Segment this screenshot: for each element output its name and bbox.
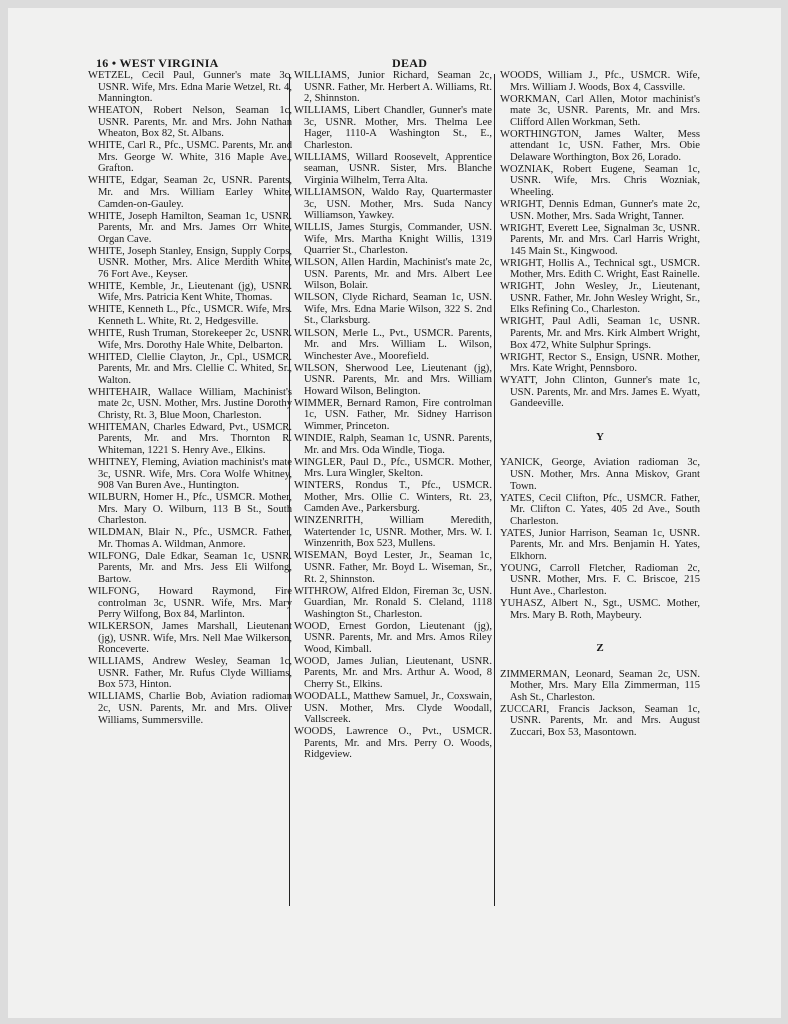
column-2 — [294, 70, 492, 761]
list-item: WIMMER, Bernard Ramon, Fire controlman 1c, USN. Father, Mr. Sidney Harrison Wimmer, Princeton. — [294, 397, 492, 432]
list-item: WILLIS, James Sturgis, Commander, USN. Wife, Mrs. Martha Knight Willis, 1319 Quarrier St., Charleston. — [294, 222, 492, 257]
list-item: WRIGHT, Hollis A., Technical sgt., USMCR. Mother, Mrs. Edith C. Wright, East Rainelle. — [500, 257, 700, 281]
list-item: WINZENRITH, William Meredith, Watertender 1c, USNR. Mother, Mrs. W. I. Winzenrith, Box 523, Mullens. — [294, 515, 492, 550]
list-item: WILLIAMSON, Waldo Ray, Quartermaster 3c, USN. Mother, Mrs. Suda Nancy Williamson, Yawkey. — [294, 186, 492, 222]
list-item: WHITE, Kemble, Jr., Lieutenant (jg), USNR. Wife, Mrs. Patricia Kent White, Thomas. — [88, 280, 292, 304]
column-1 — [88, 70, 292, 727]
list-item: WYATT, John Clinton, Gunner's mate 1c, USN. Parents, Mr. and Mrs. James E. Wyatt, Gandeeville. — [500, 375, 700, 410]
list-item: ZIMMERMAN, Leonard, Seaman 2c, USN. Mother, Mrs. Mary Ella Zimmerman, 115 Ash St., Charleston. — [500, 668, 700, 703]
list-item: WILFONG, Howard Raymond, Fire controlman 3c, USNR. Wife, Mrs. Mary Perry Wilfong, Box 84, Marlinton. — [88, 586, 292, 621]
list-item: WILKERSON, James Marshall, Lieutenant (jg), USNR. Wife, Mrs. Nell Mae Wilkerson, Ronceverte. — [88, 621, 292, 656]
list-item: WOODALL, Matthew Samuel, Jr., Coxswain, USN. Mother, Mrs. Clyde Woodall, Vallscreek. — [294, 690, 492, 726]
list-item: WRIGHT, Everett Lee, Signalman 3c, USNR. Parents, Mr. and Mrs. Carl Harris Wright, 145 Main St., Kingwood. — [500, 222, 700, 257]
list-item: WILSON, Allen Hardin, Machinist's mate 2c, USN. Parents, Mr. and Mrs. Albert Lee Wilson, Bolair. — [294, 257, 492, 292]
list-item: ZUCCARI, Francis Jackson, Seaman 1c, USNR. Parents, Mr. and Mrs. August Zuccari, Box 53, Masontown. — [500, 703, 700, 738]
section-title: DEAD — [392, 56, 428, 70]
list-item: WHITE, Kenneth L., Pfc., USMCR. Wife, Mrs. Kenneth L. White, Rt. 2, Hedgesville. — [88, 304, 292, 327]
list-item: WRIGHT, Paul Adli, Seaman 1c, USNR. Parents, Mr. and Mrs. Kirk Almbert Wright, Box 472, White Sulphur Springs. — [500, 316, 700, 351]
list-item: WRIGHT, John Wesley, Jr., Lieutenant, USNR. Father, Mr. John Wesley Wright, Sr., Elks Refining Co., Charleston. — [500, 281, 700, 316]
list-item: WILSON, Clyde Richard, Seaman 1c, USN. Wife, Mrs. Edna Marie Wilson, 322 S. 2nd St., Clarksburg. — [294, 292, 492, 327]
column-3 — [500, 70, 700, 739]
list-item: WHITE, Carl R., Pfc., USMC. Parents, Mr. and Mrs. George W. White, 316 Maple Ave., Grafton. — [88, 140, 292, 175]
list-item: WILSON, Merle L., Pvt., USMCR. Parents, Mr. and Mrs. William L. Wilson, Winchester Ave., Moorefield. — [294, 327, 492, 362]
list-item: YATES, Cecil Clifton, Pfc., USMCR. Father, Mr. Clifton C. Yates, 405 2d Ave., South Charleston. — [500, 492, 700, 527]
list-item: WILLIAMS, Andrew Wesley, Seaman 1c, USNR. Father, Mr. Rufus Clyde Williams, Box 573, Hinton. — [88, 656, 292, 691]
list-item: YUHASZ, Albert N., Sgt., USMC. Mother, Mrs. Mary B. Roth, Maybeury. — [500, 597, 700, 621]
list-item: WHITEMAN, Charles Edward, Pvt., USMCR. Parents, Mr. and Mrs. Thornton R. Whiteman, 1221 S. Henry Ave., Elkins. — [88, 421, 292, 456]
section-letter-z: Z — [596, 642, 604, 655]
list-item: WHITE, Joseph Stanley, Ensign, Supply Corps, USNR. Mother, Mrs. Alice Merdith White, 76 Fort Ave., Keyser. — [88, 245, 292, 280]
list-item: WILDMAN, Blair N., Pfc., USMCR. Father, Mr. Thomas A. Wildman, Anmore. — [88, 527, 292, 550]
list-item: WINGLER, Paul D., Pfc., USMCR. Mother, Mrs. Lura Wingler, Skelton. — [294, 456, 492, 480]
column-rule — [494, 74, 495, 906]
list-item: WOODS, William J., Pfc., USMCR. Wife, Mrs. William J. Woods, Box 4, Cassville. — [500, 70, 700, 93]
list-item: WITHROW, Alfred Eldon, Fireman 3c, USN. Guardian, Mr. Ronald S. Cleland, 1118 Washington St., Charleston. — [294, 585, 492, 620]
list-item: WHITE, Edgar, Seaman 2c, USNR. Parents, Mr. and Mrs. William Earley White, Camden-on-Gauley. — [88, 175, 292, 210]
list-item: WRIGHT, Dennis Edman, Gunner's mate 2c, USN. Mother, Mrs. Sada Wright, Tanner. — [500, 199, 700, 222]
list-item: WOZNIAK, Robert Eugene, Seaman 1c, USNR. Wife, Mrs. Chris Wozniak, Wheeling. — [500, 163, 700, 198]
list-item: YOUNG, Carroll Fletcher, Radioman 2c, USNR. Mother, Mrs. F. C. Briscoe, 215 Hunt Ave., Charleston. — [500, 562, 700, 597]
list-item: WILLIAMS, Libert Chandler, Gunner's mate 3c, USNR. Mother, Mrs. Thelma Lee Hager, 1110-A Washington St., E., Charleston. — [294, 105, 492, 151]
list-item: WHITEHAIR, Wallace William, Machinist's mate 2c, USN. Mother, Mrs. Justine Dorothy Christy, Rt. 3, Blue Moon, Charleston. — [88, 386, 292, 421]
list-item: WHEATON, Robert Nelson, Seaman 1c, USNR. Parents, Mr. and Mrs. John Nathan Wheaton, Box 82, St. Albans. — [88, 105, 292, 140]
list-item: WETZEL, Cecil Paul, Gunner's mate 3c, USNR. Wife, Mrs. Edna Marie Wetzel, Rt. 4, Mannington. — [88, 70, 292, 105]
list-item: WISEMAN, Boyd Lester, Jr., Seaman 1c, USNR. Father, Mr. Boyd L. Wiseman, Sr., Rt. 2, Shinnston. — [294, 550, 492, 585]
list-item: WILLIAMS, Junior Richard, Seaman 2c, USNR. Father, Mr. Herbert A. Williams, Rt. 2, Shinnston. — [294, 70, 492, 105]
list-item: WRIGHT, Rector S., Ensign, USNR. Mother, Mrs. Kate Wright, Pennsboro. — [500, 351, 700, 375]
list-item: WINTERS, Rondus T., Pfc., USMCR. Mother, Mrs. Ollie C. Winters, Rt. 23, Camden Ave., Parkersburg. — [294, 480, 492, 515]
list-item: WOOD, Ernest Gordon, Lieutenant (jg), USNR. Parents, Mr. and Mrs. Amos Riley Wood, Kimball. — [294, 620, 492, 655]
list-item: YANICK, George, Aviation radioman 3c, USN. Mother, Mrs. Anna Miskov, Grant Town. — [500, 457, 700, 492]
list-item: WILLIAMS, Willard Roosevelt, Apprentice seaman, USNR. Sister, Mrs. Blanche Virginia Wilhelm, Terra Alta. — [294, 151, 492, 186]
list-item: WILSON, Sherwood Lee, Lieutenant (jg), USNR. Parents, Mr. and Mrs. William Howard Wilson, Belington. — [294, 362, 492, 397]
section-letter-y: Y — [596, 430, 604, 443]
list-item: WOODS, Lawrence O., Pvt., USMCR. Parents, Mr. and Mrs. Perry O. Woods, Ridgeview. — [294, 726, 492, 761]
list-item: YATES, Junior Harrison, Seaman 1c, USNR. Parents, Mr. and Mrs. Benjamin H. Yates, Elkhorn. — [500, 527, 700, 562]
list-item: WHITNEY, Fleming, Aviation machinist's mate 3c, USNR. Wife, Mrs. Cora Wolfe Whitney, 908 Van Buren Ave., Huntington. — [88, 457, 292, 492]
list-item: WILLIAMS, Charlie Bob, Aviation radioman 2c, USN. Parents, Mr. and Mrs. Oliver Williams, Summersville. — [88, 691, 292, 726]
list-item: WILFONG, Dale Edkar, Seaman 1c, USNR. Parents, Mr. and Mrs. Jess Eli Wilfong, Bartow. — [88, 550, 292, 586]
list-item: WINDIE, Ralph, Seaman 1c, USNR. Parents, Mr. and Mrs. Oda Windle, Tioga. — [294, 432, 492, 456]
page-number-state: 16 • WEST VIRGINIA — [96, 56, 219, 70]
list-item: WHITE, Joseph Hamilton, Seaman 1c, USNR. Parents, Mr. and Mrs. James Orr White, Organ Cave. — [88, 210, 292, 245]
list-item: WOOD, James Julian, Lieutenant, USNR. Parents, Mr. and Mrs. Arthur A. Wood, 8 Cherry St., Elkins. — [294, 655, 492, 690]
list-item: WORKMAN, Carl Allen, Motor machinist's mate 3c, USNR. Parents, Mr. and Mrs. Clifford Allen Workman, Seth. — [500, 93, 700, 128]
list-item: WILBURN, Homer H., Pfc., USMCR. Mother, Mrs. Mary O. Wilburn, 113 B St., South Charleston. — [88, 492, 292, 527]
list-item: WORTHINGTON, James Walter, Mess attendant 1c, USN. Father, Mrs. Obie Delaware Worthington, Box 26, Lorado. — [500, 128, 700, 163]
list-item: WHITE, Rush Truman, Storekeeper 2c, USNR. Wife, Mrs. Dorothy Hale White, Delbarton. — [88, 328, 292, 351]
list-item: WHITED, Clellie Clayton, Jr., Cpl., USMCR. Parents, Mr. and Mrs. Clellie C. Whited, Sr., Walton. — [88, 351, 292, 386]
